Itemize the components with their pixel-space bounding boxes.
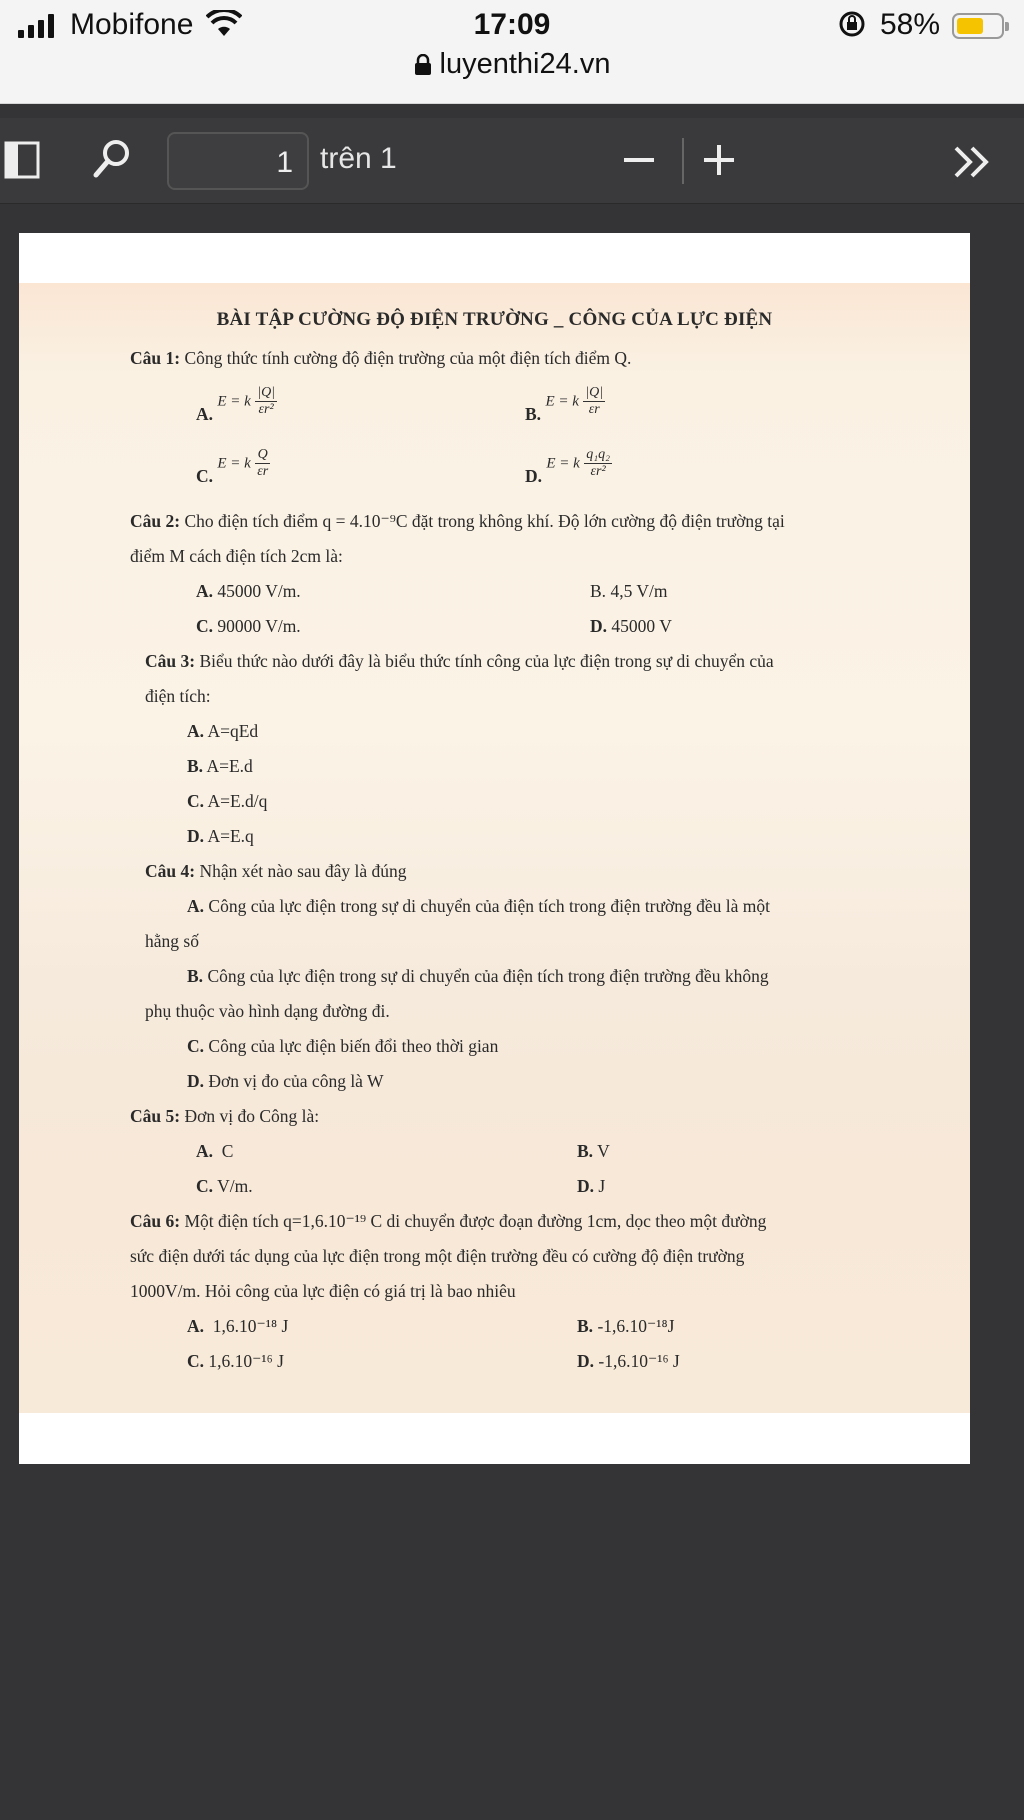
q4-option-d: D. Đơn vị đo của công là W (187, 1071, 384, 1091)
q4-option-b: B. Công của lực điện trong sự di chuyển của điện tích trong điện trường đều không (187, 966, 769, 986)
q5-option-a: A. C (196, 1141, 234, 1161)
question-6-cont-2: 1000V/m. Hỏi công của lực điện có giá trị là bao nhiêu (130, 1281, 516, 1301)
fraction: $\frac{|Q|}{\varepsilon r}$ (585, 385, 604, 417)
zoom-out-button[interactable] (624, 158, 654, 162)
q6-option-a: A. 1,6.10⁻¹⁸ J (187, 1316, 289, 1336)
question-2: Câu 2: Cho điện tích điểm q = 4.10⁻⁹C đặt trong không khí. Độ lớn cường độ điện trường tại (130, 511, 785, 531)
fraction: $\frac{Q}{\varepsilon r}$ (257, 447, 269, 479)
fraction: $\frac{|Q|}{\text{εr²}}$ (257, 385, 276, 417)
viewer-background (0, 1464, 1024, 1820)
q2-option-b: B. 4,5 V/m (590, 581, 668, 601)
clock: 17:09 (473, 8, 551, 41)
q3-option-c: C. A=E.d/q (187, 791, 268, 811)
q6-option-d: D. -1,6.10⁻¹⁶ J (577, 1351, 680, 1371)
page-title: BÀI TẬP CƯỜNG ĐỘ ĐIỆN TRƯỜNG _ CÔNG CỦA LỰC ĐIỆN (216, 309, 773, 330)
question-2-cont: điểm M cách điện tích 2cm là: (130, 546, 343, 566)
scanned-image (19, 283, 970, 1413)
q2-option-d: D. 45000 V (590, 616, 672, 636)
q6-option-b: B. -1,6.10⁻¹⁸J (577, 1316, 675, 1336)
q3-option-d: D. A=E.q (187, 826, 254, 846)
question-5: Câu 5: Đơn vị đo Công là: (130, 1106, 320, 1126)
q3-option-a: A. A=qEd (187, 721, 259, 741)
address-bar[interactable] (0, 48, 1024, 81)
q1-option-a: A. E = k $\frac{|Q|}{\text{εr²}}$ (196, 385, 276, 424)
question-3-cont: điện tích: (145, 686, 211, 706)
q1-option-b: B. E = k $\frac{|Q|}{\varepsilon r}$ (525, 385, 604, 424)
q2-option-c: C. 90000 V/m. (196, 616, 301, 636)
pdf-page (19, 233, 970, 1464)
search-icon[interactable] (92, 138, 132, 180)
question-3: Câu 3: Biểu thức nào dưới đây là biểu thức tính công của lực điện trong sự di chuyển của (145, 651, 774, 671)
pdf-toolbar (0, 118, 1024, 204)
q4-option-c: C. Công của lực điện biến đổi theo thời gian (187, 1036, 499, 1056)
rotation-lock-icon (838, 10, 866, 38)
question-1: Câu 1: Công thức tính cường độ điện trường của một điện tích điểm Q. (130, 348, 632, 368)
chevron-double-right-icon[interactable] (950, 142, 994, 182)
q6-option-c: C. 1,6.10⁻¹⁶ J (187, 1351, 284, 1371)
q4-option-a: A. Công của lực điện trong sự di chuyển của điện tích trong điện trường đều là một (187, 896, 770, 916)
url-text: luyenthi24.vn (439, 48, 611, 80)
q3-option-b: B. A=E.d (187, 756, 253, 776)
fraction: $\frac{\text{q₁q₂}}{\text{εr²}}$ (586, 447, 610, 479)
page-number-input[interactable]: 1 (167, 132, 309, 190)
lock-icon (414, 54, 432, 76)
zoom-in-button[interactable] (704, 140, 744, 180)
toolbar-divider (682, 138, 684, 184)
question-6-cont-1: sức điện dưới tác dụng của lực điện trong một điện trường đều có cường độ điện trường (130, 1246, 745, 1266)
page-total-label: trên 1 (320, 142, 397, 175)
question-6: Câu 6: Một điện tích q=1,6.10⁻¹⁹ C di chuyển được đoạn đường 1cm, dọc theo một đường (130, 1211, 767, 1231)
battery-icon (952, 13, 1004, 39)
battery-percent: 58% (880, 8, 941, 41)
q4-option-a-cont: hằng số (145, 931, 199, 951)
q5-option-b: B. V (577, 1141, 610, 1161)
q5-option-d: D. J (577, 1176, 606, 1196)
q4-option-b-cont: phụ thuộc vào hình dạng đường đi. (145, 1001, 390, 1021)
q5-option-c: C. V/m. (196, 1176, 253, 1196)
q1-option-c: C. E = k $\frac{Q}{\varepsilon r}$ (196, 447, 269, 486)
q1-option-d: D. E = k $\frac{\text{q₁q₂}}{\text{εr²}}$ (525, 447, 610, 486)
carrier-name: Mobifone (70, 8, 194, 41)
question-4: Câu 4: Nhận xét nào sau đây là đúng (145, 861, 407, 881)
q2-option-a: A. 45000 V/m. (196, 581, 301, 601)
sidebar-toggle-icon[interactable] (4, 140, 40, 180)
status-bar (0, 0, 1024, 104)
